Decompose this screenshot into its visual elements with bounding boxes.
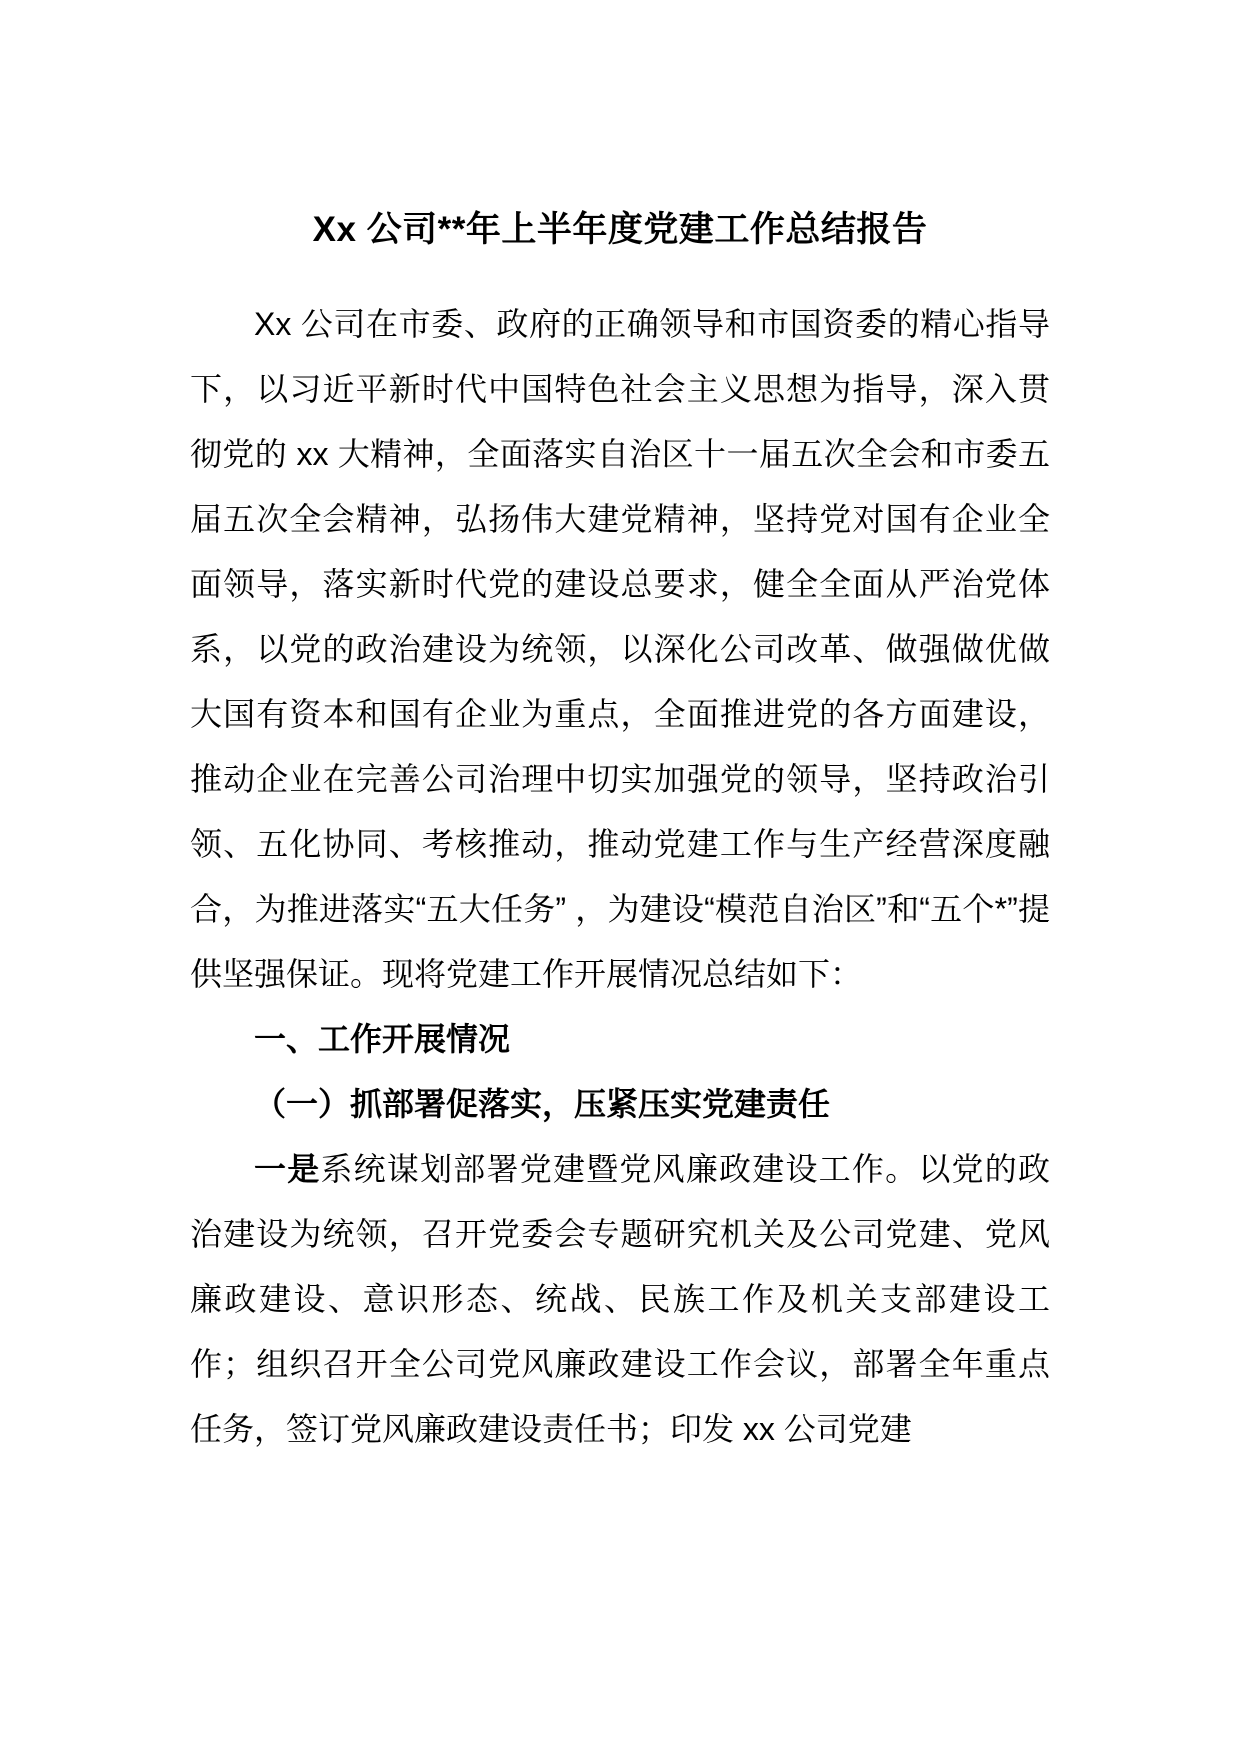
point-body-text: 系统谋划部署党建暨党风廉政建设工作。以党的政治建设为统领，召开党委会专题研究机关及公司党建、党风廉政建设、意识形态、统战、民族工作及机关支部建设工作；组织召开全公司党风廉政建设工作会议，部署全年重点任务，签订党风廉政建设责任书；印发 xx 公司党建 bbox=[190, 1151, 1050, 1447]
section-heading-1: 一、工作开展情况 bbox=[254, 1021, 511, 1057]
intro-paragraph: Xx 公司在市委、政府的正确领导和市国资委的精心指导下，以习近平新时代中国特色社会主义思想为指导，深入贯彻党的 xx 大精神，全面落实自治区十一届五次全会和市委五届五次全会精神，弘扬伟大建党精神，坚持党对国有企业全面领导，落实新时代党的建设总要求，健全全面从严治党体系，以党的政治建设为统领，以深化公司改革、做强做优做大国有资本和国有企业为重点，全面推进党的各方面建设，推动企业在完善公司治理中切实加强党的领导，坚持政治引领、五化协同、考核推动，推动党建工作与生产经营深度融合，为推进落实“五大任务” ，为建设“模范自治区”和“五个*”提供坚强保证。现将党建工作开展情况总结如下： bbox=[190, 306, 1050, 992]
point-lead-label: 一是 bbox=[254, 1151, 321, 1187]
document-title: Xx 公司**年上半年度党建工作总结报告 bbox=[312, 210, 928, 249]
subsection-heading-1-1: （一）抓部署促落实，压紧压实党建责任 bbox=[254, 1086, 831, 1122]
point-paragraph-1 bbox=[190, 1137, 1050, 1462]
